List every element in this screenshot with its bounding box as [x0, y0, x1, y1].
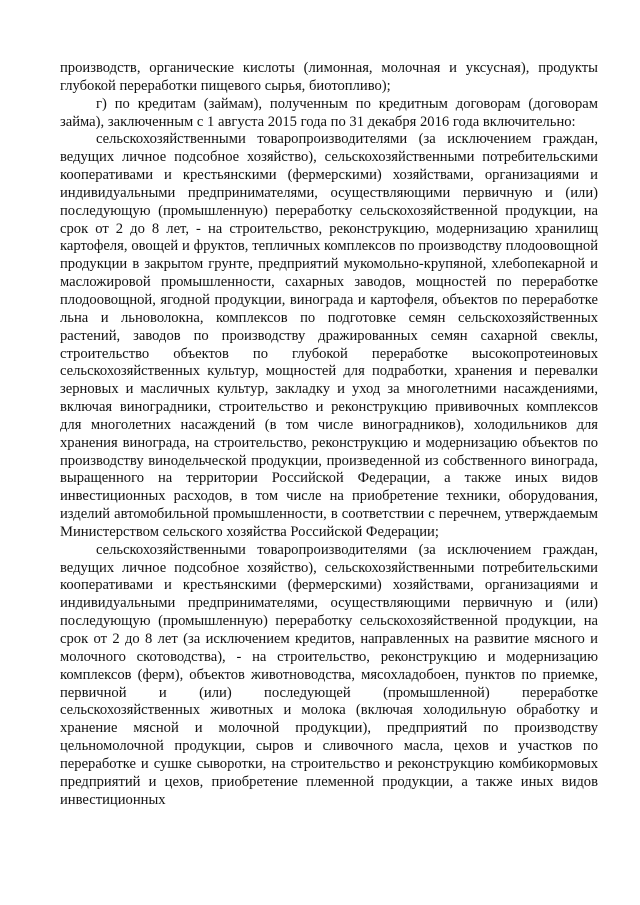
- paragraph-continuation: производств, органические кислоты (лимонная, молочная и уксусная), продукты глубокой переработки пищевого сырья, биотопливо);: [60, 60, 598, 94]
- paragraph-livestock-processing-loans: сельскохозяйственными товаропроизводителями (за исключением граждан, ведущих личное подсобное хозяйство), сельскохозяйственными потребительскими кооперативами и крестьянскими (фермерскими) хозяйствами, организациями и индивидуальными предпринимателями, осуществляющими первичную и (или) последующую (промышленную) переработку сельскохозяйственной продукции, на срок от 2 до 8 лет (за исключением кредитов, направленных на развитие мясного и молочного скотоводства), - на строительство, реконструкцию и модернизацию комплексов (ферм), объектов животноводства, мясохладобоен, пунктов по приемке, первичной и (или) последующей (промышленной) переработке сельскохозяйственных животных и молока (включая холодильную обработку и хранение мясной и молочной продукции), предприятий по производству цельномолочной продукции, сыров и сливочного масла, цехов и участков по переработке и сушке сыворотки, на строительство и реконструкцию комбикормовых предприятий и цехов, приобретение племенной продукции, а также иных видов инвестиционных: [60, 541, 598, 808]
- document-page: [60, 60, 598, 809]
- paragraph-item-g: г) по кредитам (займам), полученным по кредитным договорам (договорам займа), заключенным с 1 августа 2015 года по 31 декабря 2016 года включительно:: [60, 95, 598, 130]
- paragraph-crop-processing-loans: сельскохозяйственными товаропроизводителями (за исключением граждан, ведущих личное подсобное хозяйство), сельскохозяйственными потребительскими кооперативами и крестьянскими (фермерскими) хозяйствами, организациями и индивидуальными предпринимателями, осуществляющими первичную и (или) последующую (промышленную) переработку сельскохозяйственной продукции, на срок от 2 до 8 лет, - на строительство, реконструкцию, модернизацию хранилищ картофеля, овощей и фруктов, тепличных комплексов по производству плодоовощной продукции в закрытом грунте, предприятий мукомольно-крупяной, хлебопекарной и масложировой промышленности, сахарных заводов, мощностей по переработке плодоовощной, ягодной продукции, винограда и картофеля, объектов по переработке льна и льноволокна, комплексов по подготовке семян сельскохозяйственных растений, заводов по производству дражированных семян сахарной свеклы, строительство объектов по глубокой переработке высокопротеиновых сельскохозяйственных культур, мощностей для подработки, хранения и перевалки зерновых и масличных культур, закладку и уход за многолетними насаждениями, включая виноградники, строительство и реконструкцию прививочных комплексов для многолетних насаждений (в том числе виноградников), холодильников для хранения винограда, на строительство, реконструкцию и модернизацию объектов по производству винодельческой продукции, произведенной из собственного винограда, выращенного на территории Российской Федерации, а также иных видов инвестиционных расходов, в том числе на приобретение техники, оборудования, изделий автомобильной промышленности, в соответствии с перечнем, утверждаемым Министерством сельского хозяйства Российской Федерации;: [60, 131, 598, 540]
